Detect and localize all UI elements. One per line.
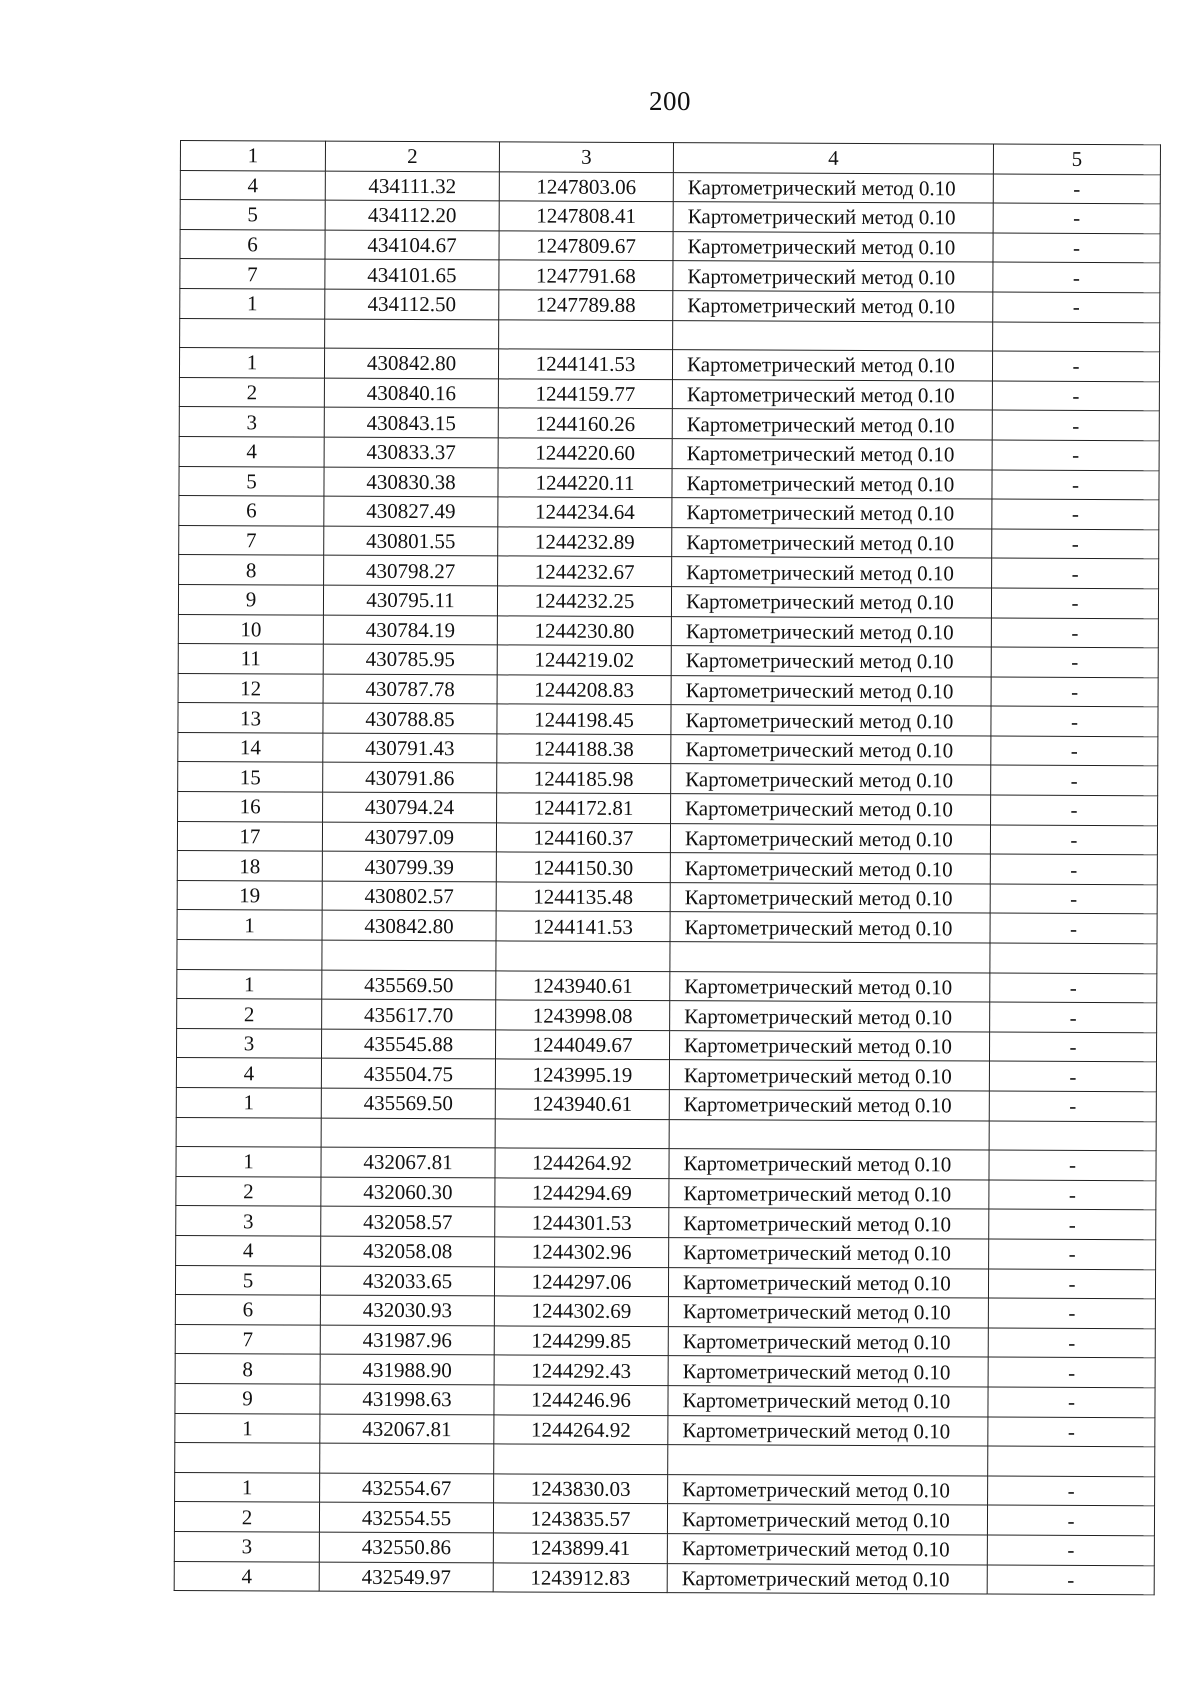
method-cell: Картометрический метод 0.10 xyxy=(668,1474,988,1505)
table-row xyxy=(180,229,1160,263)
point-number-cell: 7 xyxy=(175,1324,320,1354)
note-cell: - xyxy=(988,1476,1155,1506)
note-cell: - xyxy=(990,825,1157,855)
method-cell: Картометрический метод 0.10 xyxy=(672,468,992,499)
note-cell xyxy=(989,1121,1156,1151)
x-coordinate-cell: 432030.93 xyxy=(320,1295,494,1325)
method-cell: Картометрический метод 0.10 xyxy=(668,1356,988,1387)
point-number-cell: 18 xyxy=(177,851,322,881)
table-row xyxy=(177,851,1157,885)
point-number-cell: 1 xyxy=(179,348,324,378)
x-coordinate-cell: 431988.90 xyxy=(320,1354,494,1384)
method-cell: Картометрический метод 0.10 xyxy=(672,439,992,470)
x-coordinate-cell: 430798.27 xyxy=(324,555,498,585)
y-coordinate-cell: 1244301.53 xyxy=(495,1207,669,1237)
x-coordinate-cell: 434112.20 xyxy=(325,200,499,230)
table-row xyxy=(176,1147,1156,1181)
x-coordinate-cell: 432058.08 xyxy=(321,1236,495,1266)
method-cell: Картометрический метод 0.10 xyxy=(667,1534,987,1565)
table-row xyxy=(176,1058,1156,1092)
table-row xyxy=(176,1206,1156,1240)
x-coordinate-cell: 432067.81 xyxy=(321,1147,495,1177)
x-coordinate-cell: 435569.50 xyxy=(322,970,496,1000)
y-coordinate-cell: 1247803.06 xyxy=(499,171,673,201)
y-coordinate-cell: 1244232.89 xyxy=(498,527,672,557)
note-cell: - xyxy=(992,440,1159,470)
y-coordinate-cell: 1244294.69 xyxy=(495,1178,669,1208)
note-cell: - xyxy=(987,1565,1154,1595)
point-number-cell: 4 xyxy=(180,170,325,200)
x-coordinate-cell: 434101.65 xyxy=(325,260,499,290)
note-cell: - xyxy=(989,1209,1156,1239)
separator-row xyxy=(180,318,1160,352)
x-coordinate-cell: 430788.85 xyxy=(323,703,497,733)
x-coordinate-cell xyxy=(321,1118,495,1148)
table-row xyxy=(176,1028,1156,1062)
y-coordinate-cell: 1244234.64 xyxy=(498,497,672,527)
table-row xyxy=(175,1472,1155,1506)
note-cell: - xyxy=(988,1298,1155,1328)
y-coordinate-cell: 1243998.08 xyxy=(496,1000,670,1030)
point-number-cell: 8 xyxy=(175,1354,320,1384)
note-cell: - xyxy=(988,1269,1155,1299)
point-number-cell: 1 xyxy=(176,1087,321,1117)
column-header-2: 2 xyxy=(325,141,499,171)
x-coordinate-cell: 435617.70 xyxy=(322,999,496,1029)
separator-row xyxy=(175,1443,1155,1477)
table-row xyxy=(175,1324,1155,1358)
point-number-cell: 3 xyxy=(176,1206,321,1236)
y-coordinate-cell xyxy=(499,319,673,349)
y-coordinate-cell: 1244246.96 xyxy=(494,1385,668,1415)
table-row xyxy=(178,614,1158,648)
note-cell: - xyxy=(989,1091,1156,1121)
point-number-cell: 2 xyxy=(176,1176,321,1206)
y-coordinate-cell: 1244232.67 xyxy=(498,556,672,586)
x-coordinate-cell: 430799.39 xyxy=(322,851,496,881)
y-coordinate-cell: 1244159.77 xyxy=(498,379,672,409)
method-cell: Картометрический метод 0.10 xyxy=(670,853,990,884)
point-number-cell: 19 xyxy=(177,880,322,910)
y-coordinate-cell: 1244302.96 xyxy=(495,1237,669,1267)
method-cell: Картометрический метод 0.10 xyxy=(671,735,991,766)
point-number-cell: 3 xyxy=(174,1531,319,1561)
note-cell: - xyxy=(991,795,1158,825)
method-cell: Картометрический метод 0.10 xyxy=(673,291,993,322)
point-number-cell: 13 xyxy=(178,703,323,733)
point-number-cell: 1 xyxy=(177,969,322,999)
x-coordinate-cell: 430802.57 xyxy=(322,881,496,911)
y-coordinate-cell: 1244160.26 xyxy=(498,408,672,438)
x-coordinate-cell: 431987.96 xyxy=(320,1325,494,1355)
x-coordinate-cell: 434112.50 xyxy=(325,289,499,319)
method-cell: Картометрический метод 0.10 xyxy=(672,527,992,558)
x-coordinate-cell: 435569.50 xyxy=(321,1088,495,1118)
x-coordinate-cell: 430795.11 xyxy=(323,585,497,615)
point-number-cell: 1 xyxy=(177,910,322,940)
method-cell: Картометрический метод 0.10 xyxy=(671,646,991,677)
table-row xyxy=(174,1531,1154,1565)
column-header-3: 3 xyxy=(499,142,673,172)
column-header-4: 4 xyxy=(673,143,993,174)
table-row xyxy=(178,792,1158,826)
note-cell: - xyxy=(991,588,1158,618)
method-cell: Картометрический метод 0.10 xyxy=(670,1001,990,1032)
note-cell: - xyxy=(991,706,1158,736)
note-cell: - xyxy=(989,1032,1156,1062)
note-cell: - xyxy=(990,884,1157,914)
x-coordinate-cell: 432058.57 xyxy=(321,1206,495,1236)
y-coordinate-cell: 1244232.25 xyxy=(497,586,671,616)
y-coordinate-cell: 1244198.45 xyxy=(497,704,671,734)
method-cell xyxy=(668,1445,988,1476)
table-row xyxy=(180,170,1160,204)
method-cell: Картометрический метод 0.10 xyxy=(670,823,990,854)
x-coordinate-cell: 430791.43 xyxy=(323,733,497,763)
table-row xyxy=(178,762,1158,796)
x-coordinate-cell: 430827.49 xyxy=(324,496,498,526)
point-number-cell: 16 xyxy=(178,792,323,822)
note-cell: - xyxy=(993,292,1160,322)
x-coordinate-cell: 430784.19 xyxy=(323,615,497,645)
method-cell xyxy=(670,942,990,973)
note-cell: - xyxy=(990,854,1157,884)
column-header-5: 5 xyxy=(993,144,1160,174)
method-cell: Картометрический метод 0.10 xyxy=(671,764,991,795)
x-coordinate-cell: 434111.32 xyxy=(325,171,499,201)
x-coordinate-cell: 430801.55 xyxy=(324,526,498,556)
x-coordinate-cell: 432067.81 xyxy=(320,1414,494,1444)
x-coordinate-cell: 430842.80 xyxy=(324,348,498,378)
table-row xyxy=(179,555,1159,589)
column-header-1: 1 xyxy=(180,141,325,171)
x-coordinate-cell: 430785.95 xyxy=(323,644,497,674)
note-cell: - xyxy=(991,677,1158,707)
y-coordinate-cell: 1244264.92 xyxy=(495,1148,669,1178)
point-number-cell: 7 xyxy=(179,525,324,555)
table-row xyxy=(180,200,1160,234)
y-coordinate-cell: 1247791.68 xyxy=(499,260,673,290)
note-cell: - xyxy=(991,647,1158,677)
note-cell: - xyxy=(993,174,1160,204)
y-coordinate-cell: 1247808.41 xyxy=(499,201,673,231)
point-number-cell: 17 xyxy=(177,821,322,851)
note-cell: - xyxy=(991,736,1158,766)
method-cell: Картометрический метод 0.10 xyxy=(672,557,992,588)
method-cell: Картометрический метод 0.10 xyxy=(669,1208,989,1239)
y-coordinate-cell xyxy=(495,1118,669,1148)
separator-row xyxy=(177,940,1157,974)
y-coordinate-cell: 1244230.80 xyxy=(497,615,671,645)
point-number-cell xyxy=(177,940,322,970)
method-cell: Картометрический метод 0.10 xyxy=(670,971,990,1002)
x-coordinate-cell: 435504.75 xyxy=(321,1059,495,1089)
x-coordinate-cell: 430842.80 xyxy=(322,911,496,941)
point-number-cell: 14 xyxy=(178,732,323,762)
note-cell: - xyxy=(992,351,1159,381)
x-coordinate-cell xyxy=(322,940,496,970)
y-coordinate-cell: 1243940.61 xyxy=(496,971,670,1001)
point-number-cell: 4 xyxy=(174,1561,319,1591)
y-coordinate-cell: 1244172.81 xyxy=(497,793,671,823)
y-coordinate-cell: 1244220.60 xyxy=(498,438,672,468)
table-header xyxy=(180,141,1160,175)
method-cell: Картометрический метод 0.10 xyxy=(668,1386,988,1417)
point-number-cell: 5 xyxy=(179,466,324,496)
note-cell xyxy=(988,1446,1155,1476)
note-cell: - xyxy=(988,1387,1155,1417)
table-row xyxy=(179,436,1159,470)
method-cell: Картометрический метод 0.10 xyxy=(673,231,993,262)
method-cell: Картометрический метод 0.10 xyxy=(670,912,990,943)
method-cell: Картометрический метод 0.10 xyxy=(671,616,991,647)
x-coordinate-cell: 432550.86 xyxy=(319,1532,493,1562)
method-cell: Картометрический метод 0.10 xyxy=(673,172,993,203)
method-cell: Картометрический метод 0.10 xyxy=(673,261,993,292)
table-row xyxy=(178,673,1158,707)
note-cell: - xyxy=(993,233,1160,263)
note-cell: - xyxy=(988,1417,1155,1447)
note-cell: - xyxy=(990,973,1157,1003)
point-number-cell: 4 xyxy=(176,1058,321,1088)
note-cell: - xyxy=(990,913,1157,943)
y-coordinate-cell: 1243835.57 xyxy=(493,1503,667,1533)
x-coordinate-cell: 432554.67 xyxy=(320,1473,494,1503)
y-coordinate-cell: 1244299.85 xyxy=(494,1326,668,1356)
table-row xyxy=(177,910,1157,944)
method-cell: Картометрический метод 0.10 xyxy=(672,379,992,410)
y-coordinate-cell: 1244141.53 xyxy=(496,911,670,941)
note-cell: - xyxy=(992,529,1159,559)
method-cell: Картометрический метод 0.10 xyxy=(672,350,992,381)
y-coordinate-cell: 1244208.83 xyxy=(497,675,671,705)
point-number-cell: 9 xyxy=(178,584,323,614)
x-coordinate-cell xyxy=(320,1443,494,1473)
y-coordinate-cell xyxy=(496,941,670,971)
method-cell xyxy=(673,320,993,351)
page-number: 200 xyxy=(649,86,691,116)
x-coordinate-cell: 432033.65 xyxy=(320,1266,494,1296)
x-coordinate-cell: 432060.30 xyxy=(321,1177,495,1207)
note-cell: - xyxy=(992,381,1159,411)
method-cell: Картометрический метод 0.10 xyxy=(671,587,991,618)
point-number-cell: 8 xyxy=(179,555,324,585)
x-coordinate-cell: 432549.97 xyxy=(319,1562,493,1592)
x-coordinate-cell: 435545.88 xyxy=(321,1029,495,1059)
point-number-cell: 6 xyxy=(179,496,324,526)
note-cell: - xyxy=(987,1535,1154,1565)
method-cell: Картометрический метод 0.10 xyxy=(673,202,993,233)
point-number-cell: 6 xyxy=(175,1295,320,1325)
table-row xyxy=(179,466,1159,500)
point-number-cell: 9 xyxy=(175,1383,320,1413)
method-cell: Картометрический метод 0.10 xyxy=(668,1267,988,1298)
point-number-cell: 3 xyxy=(176,1028,321,1058)
method-cell: Картометрический метод 0.10 xyxy=(669,1238,989,1269)
note-cell: - xyxy=(987,1505,1154,1535)
table-row xyxy=(179,348,1159,382)
table-row xyxy=(179,525,1159,559)
method-cell: Картометрический метод 0.10 xyxy=(669,1030,989,1061)
note-cell xyxy=(990,943,1157,973)
x-coordinate-cell: 431998.63 xyxy=(320,1384,494,1414)
point-number-cell: 10 xyxy=(178,614,323,644)
y-coordinate-cell: 1244220.11 xyxy=(498,467,672,497)
y-coordinate-cell: 1243830.03 xyxy=(494,1474,668,1504)
method-cell: Картометрический метод 0.10 xyxy=(669,1090,989,1121)
table-row xyxy=(176,1176,1156,1210)
point-number-cell: 4 xyxy=(176,1235,321,1265)
method-cell: Картометрический метод 0.10 xyxy=(669,1178,989,1209)
table-row xyxy=(175,1413,1155,1447)
method-cell: Картометрический метод 0.10 xyxy=(671,705,991,736)
method-cell: Картометрический метод 0.10 xyxy=(668,1415,988,1446)
method-cell: Картометрический метод 0.10 xyxy=(667,1563,987,1594)
point-number-cell: 11 xyxy=(178,644,323,674)
table-row xyxy=(177,999,1157,1033)
method-cell: Картометрический метод 0.10 xyxy=(670,882,990,913)
y-coordinate-cell: 1244150.30 xyxy=(496,852,670,882)
point-number-cell xyxy=(176,1117,321,1147)
table-body xyxy=(174,170,1160,1595)
y-coordinate-cell: 1244302.69 xyxy=(494,1296,668,1326)
note-cell: - xyxy=(992,499,1159,529)
note-cell: - xyxy=(988,1357,1155,1387)
note-cell: - xyxy=(993,262,1160,292)
point-number-cell: 4 xyxy=(179,436,324,466)
point-number-cell: 1 xyxy=(175,1472,320,1502)
table-row xyxy=(175,1265,1155,1299)
table-row xyxy=(180,259,1160,293)
table-row xyxy=(178,732,1158,766)
point-number-cell: 1 xyxy=(180,288,325,318)
y-coordinate-cell: 1244049.67 xyxy=(495,1030,669,1060)
x-coordinate-cell: 434104.67 xyxy=(325,230,499,260)
y-coordinate-cell: 1244297.06 xyxy=(494,1266,668,1296)
table-row xyxy=(175,1383,1155,1417)
note-cell: - xyxy=(992,558,1159,588)
method-cell: Картометрический метод 0.10 xyxy=(668,1326,988,1357)
point-number-cell: 12 xyxy=(178,673,323,703)
point-number-cell: 7 xyxy=(180,259,325,289)
method-cell: Картометрический метод 0.10 xyxy=(669,1060,989,1091)
header-row xyxy=(180,141,1160,175)
y-coordinate-cell: 1243940.61 xyxy=(495,1089,669,1119)
point-number-cell: 1 xyxy=(176,1147,321,1177)
note-cell: - xyxy=(989,1061,1156,1091)
note-cell: - xyxy=(993,203,1160,233)
note-cell: - xyxy=(989,1150,1156,1180)
note-cell: - xyxy=(991,766,1158,796)
y-coordinate-cell: 1243899.41 xyxy=(493,1533,667,1563)
y-coordinate-cell: 1244135.48 xyxy=(496,882,670,912)
x-coordinate-cell: 430787.78 xyxy=(323,674,497,704)
y-coordinate-cell: 1244185.98 xyxy=(497,763,671,793)
x-coordinate-cell: 430843.15 xyxy=(324,407,498,437)
x-coordinate-cell: 430830.38 xyxy=(324,467,498,497)
y-coordinate-cell: 1244188.38 xyxy=(497,734,671,764)
note-cell: - xyxy=(992,470,1159,500)
method-cell: Картометрический метод 0.10 xyxy=(668,1297,988,1328)
table-row xyxy=(179,496,1159,530)
table-row xyxy=(177,880,1157,914)
point-number-cell xyxy=(175,1443,320,1473)
method-cell: Картометрический метод 0.10 xyxy=(672,498,992,529)
table-row xyxy=(178,644,1158,678)
y-coordinate-cell: 1243995.19 xyxy=(495,1059,669,1089)
method-cell xyxy=(669,1119,989,1150)
x-coordinate-cell: 430840.16 xyxy=(324,378,498,408)
y-coordinate-cell xyxy=(494,1444,668,1474)
method-cell: Картометрический метод 0.10 xyxy=(667,1504,987,1535)
point-number-cell xyxy=(180,318,325,348)
separator-row xyxy=(176,1117,1156,1151)
x-coordinate-cell: 430833.37 xyxy=(324,437,498,467)
point-number-cell: 2 xyxy=(174,1502,319,1532)
table-row xyxy=(176,1087,1156,1121)
y-coordinate-cell: 1244141.53 xyxy=(498,349,672,379)
coordinates-table xyxy=(174,140,1161,1595)
note-cell: - xyxy=(988,1328,1155,1358)
x-coordinate-cell: 430791.86 xyxy=(323,763,497,793)
note-cell: - xyxy=(992,410,1159,440)
table-row xyxy=(176,1235,1156,1269)
method-cell: Картометрический метод 0.10 xyxy=(671,794,991,825)
point-number-cell: 2 xyxy=(177,999,322,1029)
x-coordinate-cell: 430794.24 xyxy=(323,792,497,822)
y-coordinate-cell: 1244219.02 xyxy=(497,645,671,675)
method-cell: Картометрический метод 0.10 xyxy=(669,1149,989,1180)
table-row xyxy=(177,969,1157,1003)
table-row xyxy=(178,703,1158,737)
table-row xyxy=(179,377,1159,411)
method-cell: Картометрический метод 0.10 xyxy=(671,675,991,706)
table-row xyxy=(179,407,1159,441)
point-number-cell: 6 xyxy=(180,229,325,259)
method-cell: Картометрический метод 0.10 xyxy=(672,409,992,440)
note-cell xyxy=(993,322,1160,352)
y-coordinate-cell: 1243912.83 xyxy=(493,1562,667,1592)
y-coordinate-cell: 1244264.92 xyxy=(494,1414,668,1444)
point-number-cell: 15 xyxy=(178,762,323,792)
y-coordinate-cell: 1244160.37 xyxy=(496,823,670,853)
point-number-cell: 1 xyxy=(175,1413,320,1443)
note-cell: - xyxy=(991,618,1158,648)
table-row xyxy=(175,1295,1155,1329)
note-cell: - xyxy=(989,1239,1156,1269)
x-coordinate-cell: 430797.09 xyxy=(322,822,496,852)
x-coordinate-cell xyxy=(325,319,499,349)
note-cell: - xyxy=(989,1180,1156,1210)
y-coordinate-cell: 1247809.67 xyxy=(499,231,673,261)
point-number-cell: 3 xyxy=(179,407,324,437)
table-row xyxy=(178,584,1158,618)
point-number-cell: 2 xyxy=(179,377,324,407)
table-row xyxy=(175,1354,1155,1388)
x-coordinate-cell: 432554.55 xyxy=(319,1502,493,1532)
point-number-cell: 5 xyxy=(180,200,325,230)
table-row xyxy=(174,1561,1154,1595)
note-cell: - xyxy=(990,1002,1157,1032)
table-row xyxy=(180,288,1160,322)
table-row xyxy=(174,1502,1154,1536)
y-coordinate-cell: 1244292.43 xyxy=(494,1355,668,1385)
table-row xyxy=(177,821,1157,855)
point-number-cell: 5 xyxy=(175,1265,320,1295)
y-coordinate-cell: 1247789.88 xyxy=(499,290,673,320)
